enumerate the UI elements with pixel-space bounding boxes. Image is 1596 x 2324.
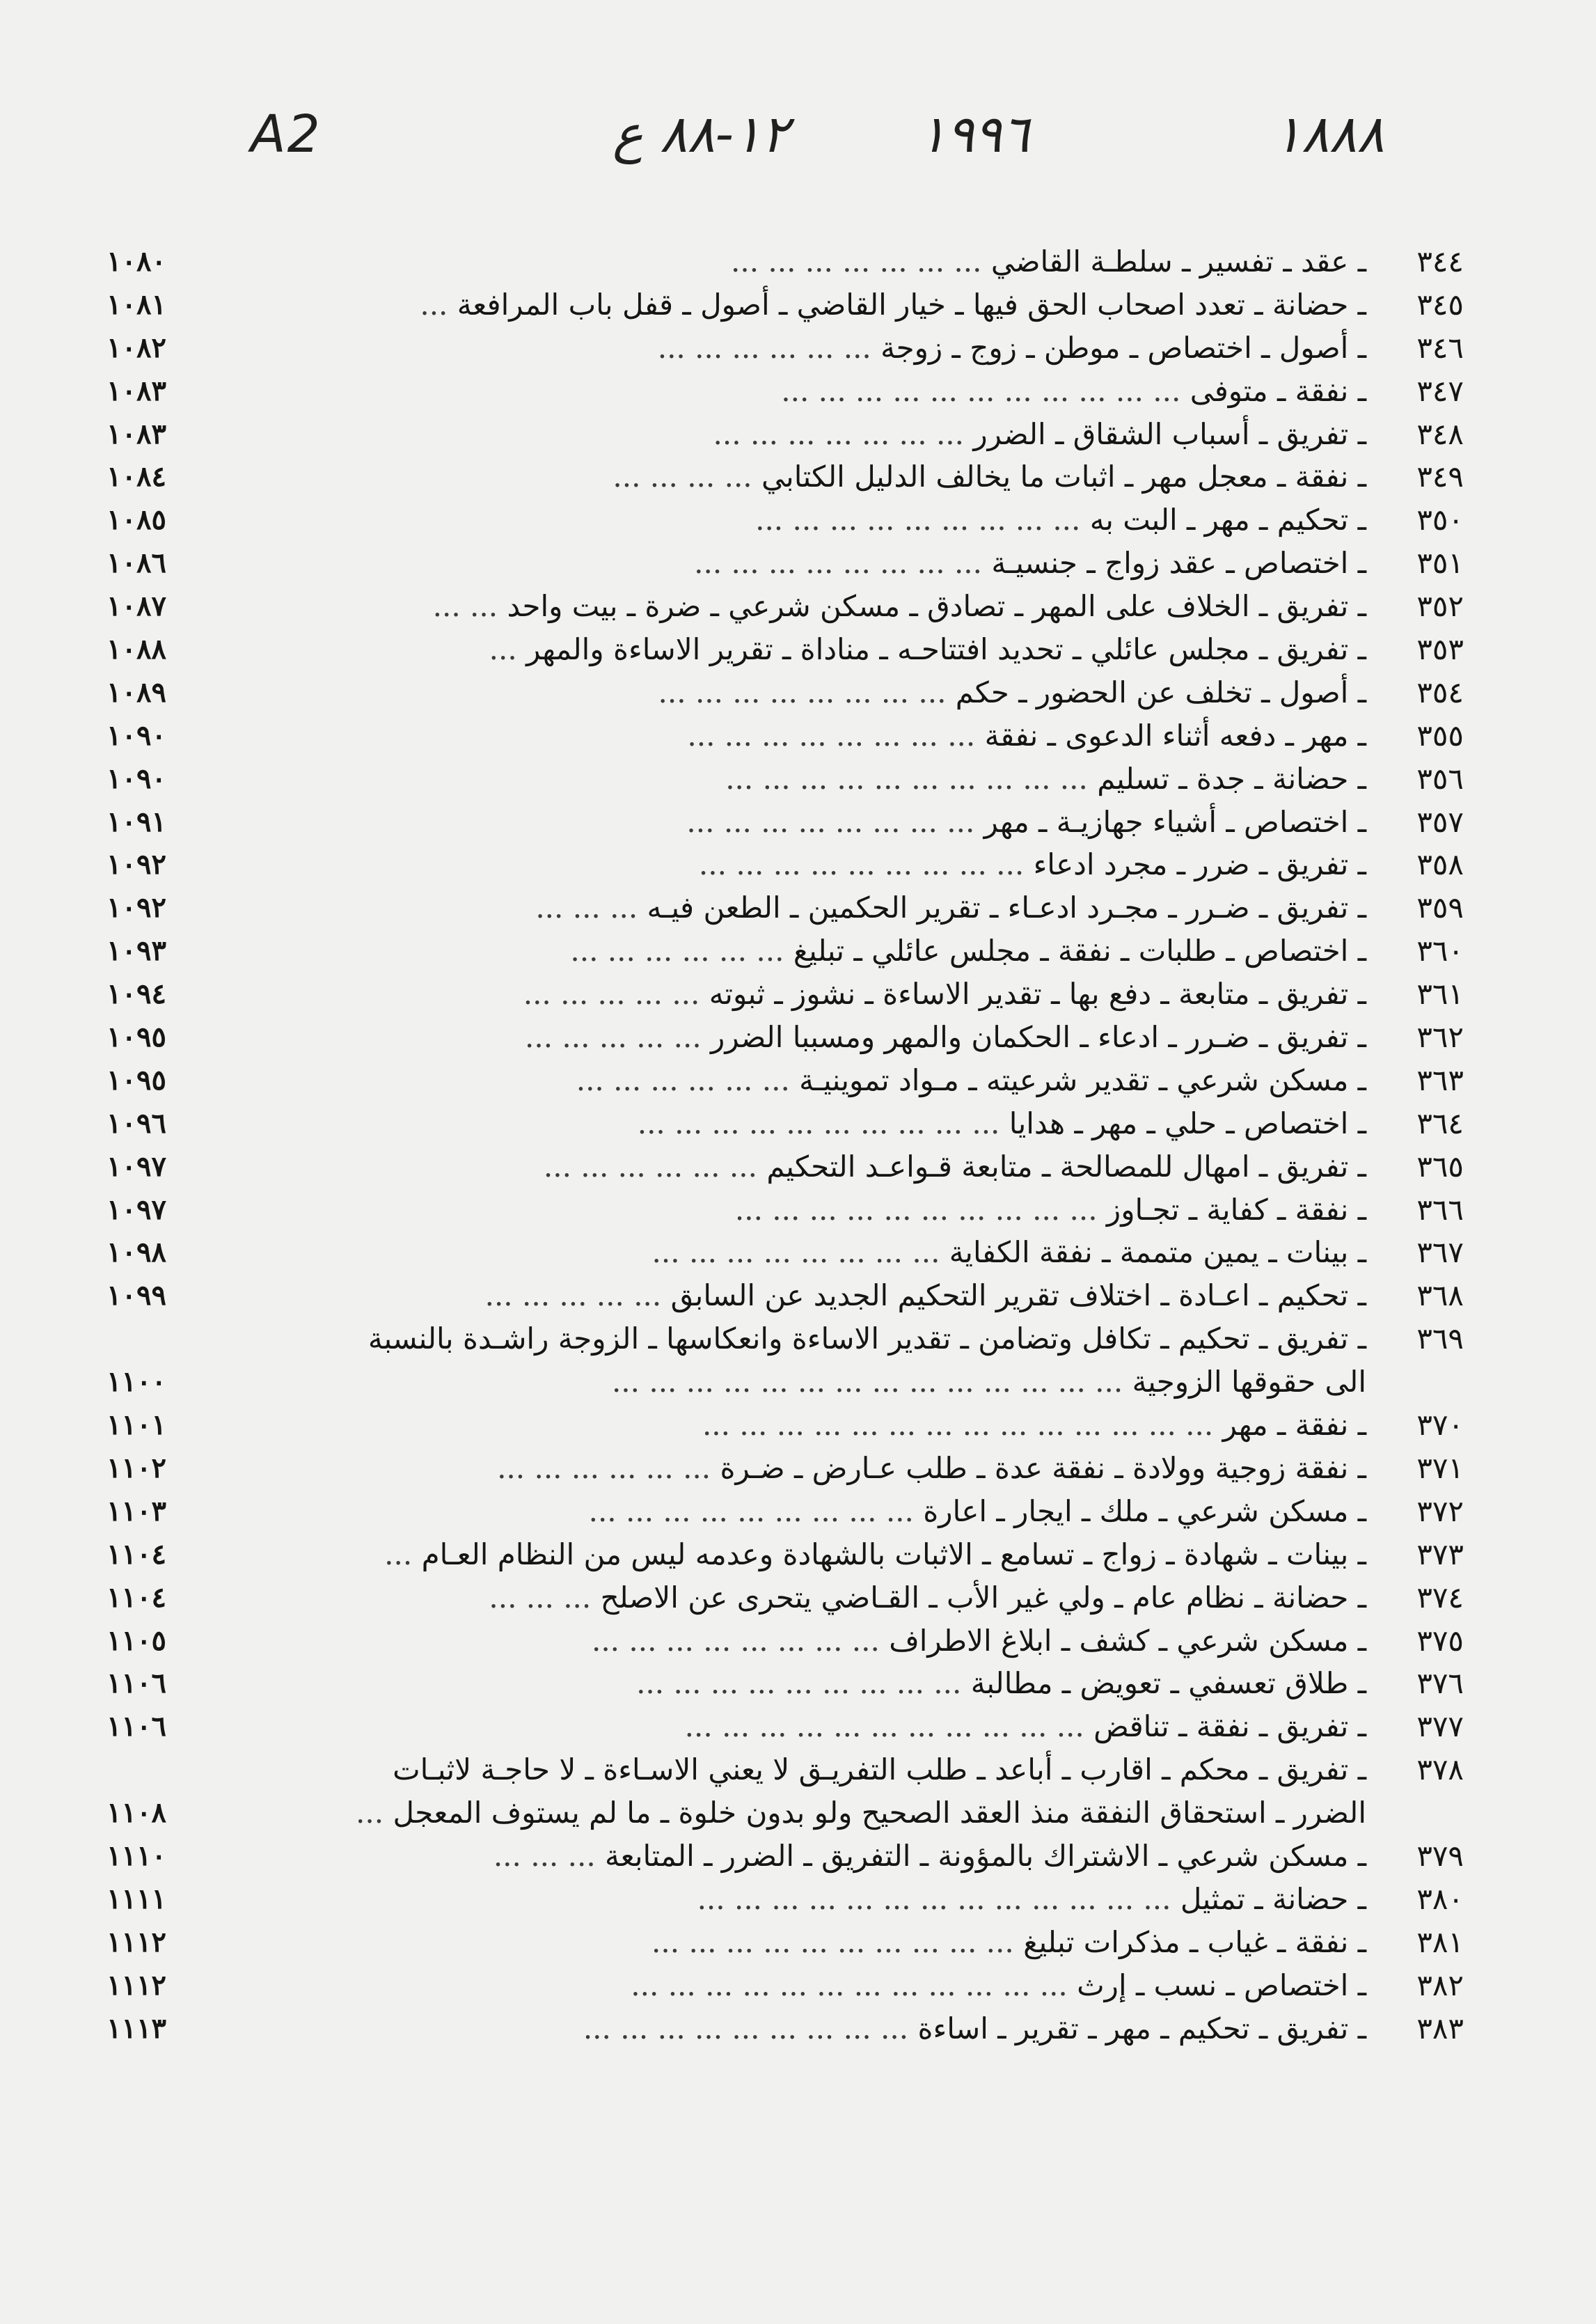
- entry-title-line: [612, 1360, 1366, 1404]
- entry-number: ٣٧٨: [1416, 1752, 1464, 1787]
- handwritten-annotation: ١٨٨٨: [1274, 104, 1384, 164]
- entry-title: ـ اختصاص ـ أشياء جهازيـة ـ مهر: [983, 804, 1366, 839]
- leader-dots: ... ... ... ... ...: [525, 1020, 702, 1055]
- entry-number: ٣٥٣: [1416, 632, 1464, 667]
- entry-title-line: [489, 1576, 1366, 1619]
- entry-page-number: ١١٠٨: [106, 1796, 166, 1830]
- entry-page-number: ١٠٨٠: [106, 245, 166, 278]
- entry-title-line: [725, 757, 1366, 801]
- leader-dots: ... ... ... ... ... ... ... ...: [658, 675, 947, 709]
- entry-title-line: [544, 1145, 1366, 1188]
- entry-title-line: [493, 1835, 1366, 1878]
- entry-number: ٣٦٥: [1416, 1149, 1464, 1184]
- entry-title: ـ تفريق ـ امهال للمصالحة ـ متابعة قـواعـد التحكيم: [766, 1149, 1366, 1184]
- toc-entry: [106, 283, 1464, 327]
- entry-title-line: [433, 585, 1366, 628]
- toc-entry: [106, 585, 1464, 628]
- entry-title-line: [356, 1791, 1366, 1835]
- leader-dots: ... ... ... ... ... ... ... ... ...: [698, 847, 1025, 882]
- leader-dots: ...: [489, 632, 517, 667]
- entry-title-line: [525, 1016, 1366, 1059]
- entry-number: ٣٦٢: [1416, 1020, 1464, 1055]
- toc-entry: [106, 1619, 1464, 1663]
- entry-number: ٣٤٧: [1416, 373, 1464, 408]
- entry-title-line: [576, 1059, 1366, 1102]
- entry-title-line: [368, 1317, 1366, 1360]
- toc-entry: [106, 1145, 1464, 1188]
- entry-page-number: ١١٠٤: [106, 1580, 166, 1614]
- leader-dots: ... ... ... ... ...: [523, 977, 700, 1012]
- entry-number: ٣٧٥: [1416, 1623, 1464, 1658]
- toc-entry: [106, 671, 1464, 714]
- leader-dots: ...: [420, 287, 448, 322]
- entry-page-number: ١١٠٤: [106, 1537, 166, 1571]
- entry-title: ـ مسكن شرعي ـ كشف ـ ابلاغ الاطراف: [889, 1623, 1366, 1658]
- entry-title: ـ حضانة ـ جدة ـ تسليم: [1097, 761, 1366, 796]
- leader-dots: ... ... ... ... ... ... ... ... ...: [636, 1666, 962, 1701]
- entry-page-number: ١١٠٦: [106, 1667, 166, 1700]
- entry-title-line: [497, 1447, 1366, 1490]
- toc-entry: [106, 1835, 1464, 1878]
- entry-page-number: ١٠٩٧: [106, 1193, 166, 1226]
- entry-title: ـ حضانة ـ تمثيل: [1180, 1881, 1366, 1916]
- handwritten-annotation: ١٢-٨٨ ع: [613, 104, 789, 164]
- entry-title: ـ نفقة ـ غياب ـ مذكرات تبليغ: [1023, 1924, 1366, 1959]
- entry-number: ٣٤٩: [1416, 460, 1464, 494]
- entry-number: ٣٦٠: [1416, 934, 1464, 968]
- toc-entry: [106, 1016, 1464, 1059]
- entry-title: ـ تفريق ـ أسباب الشقاق ـ الضرر: [973, 416, 1366, 451]
- leader-dots: ... ... ... ... ... ... ... ... ... ... ... ...: [631, 1968, 1068, 2002]
- toc-entry: [106, 1274, 1464, 1317]
- entry-title-line: [651, 1921, 1366, 1964]
- entry-number: ٣٦٧: [1416, 1235, 1464, 1270]
- entry-number: ٣٦١: [1416, 977, 1464, 1012]
- entry-number: ٣٧٦: [1416, 1666, 1464, 1701]
- entry-page-number: ١١١٠: [106, 1839, 166, 1872]
- toc-entry: [106, 714, 1464, 757]
- entry-title: ـ مهر ـ دفعه أثناء الدعوى ـ نفقة: [984, 718, 1366, 753]
- entry-title: ـ مسكن شرعي ـ الاشتراك بالمؤونة ـ التفريق ـ الضرر ـ المتابعة: [605, 1838, 1366, 1873]
- toc-entry: [106, 1188, 1464, 1232]
- entry-title-line: [535, 886, 1366, 929]
- toc-entry: [106, 973, 1464, 1016]
- toc-entry: [106, 757, 1464, 801]
- entry-page-number: ١٠٨٥: [106, 503, 166, 537]
- entry-page-number: ١٠٨٧: [106, 590, 166, 623]
- leader-dots: ... ... ... ... ... ... ... ... ... ... ... ... ...: [697, 1881, 1171, 1916]
- toc-entry: [106, 886, 1464, 929]
- entry-title-line: [489, 628, 1366, 671]
- leader-dots: ... ...: [432, 589, 498, 624]
- entry-title: ـ اختصاص ـ عقد زواج ـ جنسيـة: [991, 546, 1366, 581]
- entry-number: ٣٥٤: [1416, 675, 1464, 709]
- entry-number: ٣٤٨: [1416, 416, 1464, 451]
- entry-number: ٣٨١: [1416, 1924, 1464, 1959]
- entry-page-number: ١٠٩٥: [106, 1021, 166, 1054]
- entry-page-number: ١١٠٢: [106, 1451, 166, 1484]
- entry-title: ـ عقد ـ تفسير ـ سلطـة القاضي: [990, 244, 1366, 278]
- entry-page-number: ١١٠٦: [106, 1710, 166, 1743]
- entry-number: ٣٦٦: [1416, 1192, 1464, 1227]
- toc-entry: [106, 843, 1464, 886]
- toc-entry: [106, 1576, 1464, 1619]
- leader-dots: ... ... ... ... ...: [484, 1278, 662, 1313]
- entry-page-number: ١١١٣: [106, 2011, 166, 2045]
- entry-title: الضرر ـ استحقاق النفقة منذ العقد الصحيح ولو بدون خلوة ـ ما لم يستوف المعجل: [393, 1796, 1366, 1830]
- entry-number: ٣٧٣: [1416, 1537, 1464, 1571]
- entry-number: ٣٥٥: [1416, 718, 1464, 753]
- entry-title-line: [781, 370, 1366, 413]
- entry-title: ـ بينات ـ يمين متممة ـ نفقة الكفاية: [949, 1235, 1366, 1270]
- entry-title-line: [485, 1274, 1366, 1317]
- leader-dots: ... ... ... ... ... ... ... ... ... ... ... ... ... ...: [611, 1365, 1123, 1399]
- leader-dots: ... ... ... ... ... ... ... ... ... ... ...: [781, 373, 1181, 408]
- leader-dots: ... ... ... ... ... ... ... ... ...: [583, 2011, 909, 2046]
- entry-number: ٣٥٧: [1416, 804, 1464, 839]
- entry-page-number: ١٠٨٢: [106, 331, 166, 364]
- entry-page-number: ١٠٩٩: [106, 1279, 166, 1312]
- entry-title-line: [613, 455, 1366, 498]
- entry-title-line: [420, 283, 1366, 327]
- entry-number: ٣٨٣: [1416, 2011, 1464, 2046]
- entry-title: ـ تحكيم ـ مهر ـ البت به: [1089, 503, 1366, 537]
- entry-title-line: [636, 1662, 1366, 1705]
- entry-title-line: [638, 1102, 1366, 1145]
- entry-title-line: [686, 801, 1366, 844]
- toc-entry: [106, 1102, 1464, 1145]
- entry-title-line: [570, 929, 1366, 973]
- entry-page-number: ١١١٢: [106, 1968, 166, 2002]
- entry-number: ٣٥٢: [1416, 589, 1464, 624]
- entry-page-number: ١١١١: [106, 1882, 166, 1915]
- leader-dots: ... ... ... ... ... ...: [543, 1149, 757, 1184]
- leader-dots: ... ... ... ... ... ...: [657, 330, 871, 365]
- toc-entry: [106, 1490, 1464, 1533]
- entry-title-line: [384, 1533, 1366, 1576]
- entry-number: ٣٧١: [1416, 1450, 1464, 1485]
- leader-dots: ... ... ...: [493, 1838, 596, 1873]
- entry-title: ـ نفقة زوجية وولادة ـ نفقة عدة ـ طلب عـارض ـ ضـرة: [720, 1450, 1366, 1485]
- entry-page-number: ١٠٩٤: [106, 978, 166, 1011]
- entry-page-number: ١٠٨٨: [106, 633, 166, 666]
- toc-entry: [106, 370, 1464, 413]
- entry-number: ٣٨٢: [1416, 1968, 1464, 2002]
- entry-page-number: ١٠٩٠: [106, 762, 166, 795]
- toc-entry: [106, 1360, 1464, 1404]
- entry-title: ـ تفريق ـ تحكيم ـ مهر ـ تقرير ـ اساءة: [917, 2011, 1366, 2046]
- table-of-contents: [106, 240, 1464, 2050]
- toc-entry: [106, 1964, 1464, 2007]
- entry-title: ـ اختصاص ـ نسب ـ إرث: [1077, 1968, 1366, 2002]
- entry-title: ـ تفريق ـ محكم ـ اقارب ـ أباعد ـ طلب التفريـق لا يعني الاسـاءة ـ لا حاجـة لاثبـات: [393, 1752, 1366, 1787]
- entry-page-number: ١٠٨٣: [106, 374, 166, 407]
- toc-entry: [106, 1059, 1464, 1102]
- leader-dots: ... ... ... ... ... ...: [576, 1062, 790, 1097]
- leader-dots: ... ... ...: [489, 1580, 592, 1615]
- toc-entry: [106, 1878, 1464, 1921]
- entry-page-number: ١٠٩٢: [106, 891, 166, 925]
- entry-page-number: ١١٠١: [106, 1408, 166, 1442]
- entry-title-line: [658, 327, 1366, 370]
- entry-number: ٣٥٨: [1416, 847, 1464, 882]
- entry-number: ٣٥٦: [1416, 761, 1464, 796]
- entry-page-number: ١١٠٠: [106, 1365, 166, 1399]
- entry-title: ـ مسكن شرعي ـ ملك ـ ايجار ـ اعارة: [923, 1493, 1366, 1528]
- leader-dots: ... ... ... ... ... ...: [570, 934, 784, 968]
- entry-title: ـ نفقة ـ كفاية ـ تجـاوز: [1106, 1192, 1366, 1227]
- entry-number: ٣٧٩: [1416, 1838, 1464, 1873]
- leader-dots: ... ... ... ... ... ... ... ...: [694, 546, 983, 581]
- leader-dots: ... ... ... ... ... ... ... ... ... ...: [725, 761, 1088, 796]
- entry-number: ٣٤٦: [1416, 330, 1464, 365]
- leader-dots: ... ... ... ... ... ... ... ... ... ...: [734, 1192, 1098, 1227]
- entry-title: ـ تفريق ـ ضـرر ـ ادعاء ـ الحكمان والمهر ومسببا الضرر: [711, 1020, 1366, 1055]
- toc-entry: [106, 1231, 1464, 1274]
- toc-entry: [106, 413, 1464, 456]
- entry-title: ـ نفقة ـ متوفى: [1190, 373, 1366, 408]
- toc-entry: [106, 1662, 1464, 1705]
- leader-dots: ... ... ... ... ... ... ...: [713, 416, 965, 451]
- entry-title-line: [658, 671, 1366, 714]
- leader-dots: ... ... ... ... ... ... ... ...: [687, 718, 976, 753]
- entry-number: ٣٧٧: [1416, 1709, 1464, 1744]
- toc-entry: [106, 1705, 1464, 1748]
- entry-title-line: [735, 1188, 1366, 1232]
- toc-entry: [106, 1404, 1464, 1447]
- leader-dots: ... ... ... ... ... ... ... ... ...: [588, 1493, 914, 1528]
- entry-title-line: [699, 843, 1366, 886]
- entry-number: ٣٧٠: [1416, 1408, 1464, 1443]
- entry-title: ـ نفقة ـ معجل مهر ـ اثبات ما يخالف الدليل الكتابي: [761, 460, 1366, 494]
- entry-title: ـ أصول ـ اختصاص ـ موطن ـ زوج ـ زوجة: [880, 330, 1366, 365]
- leader-dots: ... ... ... ... ... ... ... ... ... ...: [637, 1106, 1000, 1140]
- entry-page-number: ١٠٩٢: [106, 848, 166, 881]
- entry-number: ٣٥١: [1416, 546, 1464, 581]
- toc-entry: [106, 1921, 1464, 1964]
- entry-title: ـ بينات ـ شهادة ـ زواج ـ تسامع ـ الاثبات بالشهادة وعدمه ليس من النظام العـام: [421, 1537, 1366, 1571]
- leader-dots: ... ... ... ... ... ...: [497, 1450, 711, 1485]
- entry-page-number: ١٠٩٣: [106, 934, 166, 968]
- entry-title: ـ تفريق ـ الخلاف على المهر ـ تصادق ـ مسكن شرعي ـ ضرة ـ بيت واحد: [507, 589, 1366, 624]
- toc-entry: [106, 498, 1464, 542]
- leader-dots: ... ... ... ... ... ... ... ...: [651, 1235, 940, 1270]
- toc-entry: [106, 1317, 1464, 1360]
- toc-entry: [106, 801, 1464, 844]
- toc-entry: [106, 628, 1464, 671]
- handwritten-annotation: A2: [251, 104, 322, 164]
- entry-number: ٣٧٢: [1416, 1493, 1464, 1528]
- leader-dots: ... ... ... ... ... ... ...: [731, 244, 982, 278]
- toc-entry: [106, 2007, 1464, 2050]
- toc-entry: [106, 327, 1464, 370]
- entry-number: ٣٦٣: [1416, 1062, 1464, 1097]
- entry-title: ـ تفريق ـ ضرر ـ مجرد ادعاء: [1033, 847, 1366, 882]
- entry-title-line: [592, 1619, 1366, 1663]
- entry-title: ـ تفريق ـ نفقة ـ تناقض: [1093, 1709, 1366, 1744]
- entry-title: ـ أصول ـ تخلف عن الحضور ـ حكم: [955, 675, 1366, 709]
- entry-title: ـ حضانة ـ تعدد اصحاب الحق فيها ـ خيار القاضي ـ أصول ـ قفل باب المرافعة: [457, 287, 1366, 322]
- entry-page-number: ١٠٩٥: [106, 1063, 166, 1097]
- entry-number: ٣٥٩: [1416, 890, 1464, 925]
- entry-number: ٣٦٤: [1416, 1106, 1464, 1140]
- toc-entry: [106, 1533, 1464, 1576]
- handwritten-annotation: ١٩٩٦: [919, 104, 1029, 164]
- entry-title-line: [393, 1748, 1366, 1791]
- entry-title-line: [697, 1878, 1366, 1921]
- entry-title: ـ اختصاص ـ حلي ـ مهر ـ هدايا: [1009, 1106, 1366, 1140]
- entry-number: ٣٨٠: [1416, 1881, 1464, 1916]
- entry-title: ـ تفريق ـ تحكيم ـ تكافل وتضامن ـ تقدير الاساءة وانعكاسها ـ الزوجة راشـدة بالنسبة: [368, 1321, 1366, 1356]
- entry-title-line: [652, 1231, 1366, 1274]
- entry-title: ـ طلاق تعسفي ـ تعويض ـ مطالبة: [970, 1666, 1366, 1701]
- entry-title: ـ تفريق ـ ضـرر ـ مجـرد ادعـاء ـ تقرير الحكمين ـ الطعن فيـه: [647, 890, 1366, 925]
- entry-page-number: ١٠٨١: [106, 288, 166, 321]
- entry-title-line: [702, 1404, 1366, 1447]
- toc-entry: [106, 1791, 1464, 1835]
- entry-page-number: ١٠٨٦: [106, 547, 166, 580]
- entry-number: ٣٦٨: [1416, 1278, 1464, 1313]
- entry-page-number: ١٠٩٨: [106, 1236, 166, 1269]
- entry-page-number: ١٠٩٧: [106, 1149, 166, 1183]
- leader-dots: ... ... ...: [535, 890, 638, 925]
- leader-dots: ... ... ... ... ... ... ... ... ...: [755, 503, 1081, 537]
- entry-page-number: ١٠٨٣: [106, 417, 166, 450]
- entry-title-line: [589, 1490, 1366, 1533]
- leader-dots: ... ... ... ... ... ... ... ... ... ... ... ... ... ...: [702, 1408, 1214, 1443]
- entry-title: ـ حضانة ـ نظام عام ـ ولي غير الأب ـ القـاضي يتحرى عن الاصلح: [600, 1580, 1366, 1615]
- toc-entry: [106, 1748, 1464, 1791]
- entry-title-line: [583, 2007, 1366, 2050]
- toc-entry: [106, 1447, 1464, 1490]
- entry-number: ٣٤٤: [1416, 244, 1464, 278]
- entry-page-number: ١١١٢: [106, 1925, 166, 1958]
- leader-dots: ... ... ... ...: [613, 460, 752, 494]
- leader-dots: ...: [356, 1796, 384, 1830]
- entry-page-number: ١١٠٥: [106, 1624, 166, 1657]
- entry-title-line: [731, 240, 1366, 283]
- entry-number: ٣٧٤: [1416, 1580, 1464, 1615]
- toc-entry: [106, 455, 1464, 498]
- entry-title-line: [685, 1705, 1366, 1748]
- entry-page-number: ١٠٩٠: [106, 719, 166, 752]
- entry-title-line: [713, 413, 1366, 456]
- entry-title: ـ اختصاص ـ طلبات ـ نفقة ـ مجلس عائلي ـ تبليغ: [793, 934, 1366, 968]
- handwritten-header: [251, 91, 1406, 174]
- entry-title: الى حقوقها الزوجية: [1132, 1365, 1366, 1399]
- leader-dots: ... ... ... ... ... ... ... ... ... ...: [651, 1924, 1014, 1959]
- entry-title-line: [755, 498, 1366, 542]
- leader-dots: ... ... ... ... ... ... ... ...: [686, 804, 975, 839]
- entry-page-number: ١٠٨٩: [106, 675, 166, 709]
- entry-title-line: [694, 542, 1366, 585]
- entry-number: ٣٤٥: [1416, 287, 1464, 322]
- entry-title: ـ تفريق ـ متابعة ـ دفع بها ـ تقدير الاساءة ـ نشوز ـ ثبوته: [709, 977, 1366, 1012]
- toc-entry: [106, 929, 1464, 973]
- toc-entry: [106, 542, 1464, 585]
- entry-page-number: ١٠٨٤: [106, 460, 166, 494]
- entry-number: ٣٦٩: [1416, 1321, 1464, 1356]
- entry-title: ـ نفقة ـ مهر: [1222, 1408, 1366, 1443]
- entry-title-line: [523, 973, 1366, 1016]
- entry-page-number: ١٠٩٦: [106, 1106, 166, 1140]
- leader-dots: ... ... ... ... ... ... ... ... ... ... ...: [684, 1709, 1084, 1744]
- entry-title: ـ تفريق ـ مجلس عائلي ـ تحديد افتتاحـه ـ مناداة ـ تقرير الاساءة والمهر: [526, 632, 1366, 667]
- entry-title: ـ مسكن شرعي ـ تقدير شرعيته ـ مـواد تموينيـة: [799, 1062, 1366, 1097]
- entry-title-line: [687, 714, 1366, 757]
- leader-dots: ... ... ... ... ... ... ... ...: [591, 1623, 880, 1658]
- entry-number: ٣٥٠: [1416, 503, 1464, 537]
- toc-entry: [106, 240, 1464, 283]
- entry-title: ـ تحكيم ـ اعـادة ـ اختلاف تقرير التحكيم الجديد عن السابق: [670, 1278, 1366, 1313]
- entry-page-number: ١١٠٣: [106, 1494, 166, 1528]
- entry-title-line: [631, 1964, 1366, 2007]
- leader-dots: ...: [384, 1537, 413, 1571]
- entry-page-number: ١٠٩١: [106, 805, 166, 838]
